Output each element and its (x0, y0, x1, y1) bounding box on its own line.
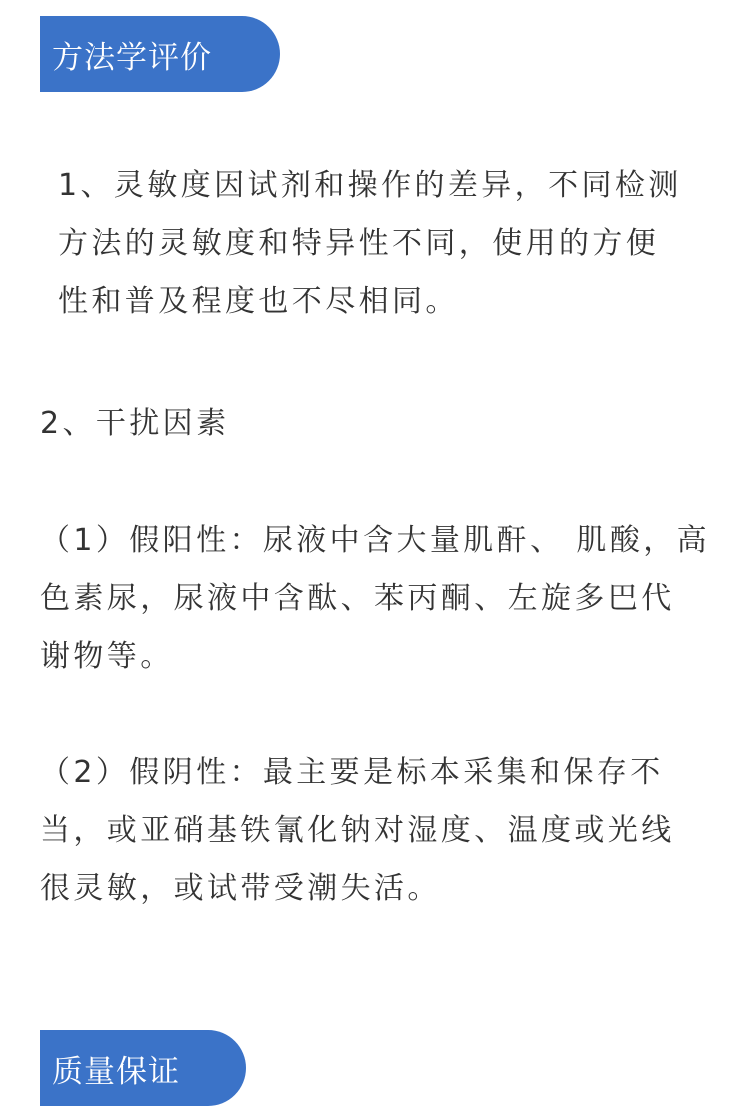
paragraph-false-negative: （2）假阴性：最主要是标本采集和保存不 当，或亚硝基铁氰化钠对湿度、温度或光线 很灵敏，或试带受潮失活。 (40, 755, 675, 906)
paragraph-false-positive: （1）假阳性：尿液中含大量肌酐、 肌酸，高 色素尿，尿液中含酞、苯丙酮、左旋多巴代 谢物等。 (40, 523, 711, 674)
section-header-label: 质量保证 (52, 1053, 180, 1090)
paragraph-interference-heading: 2、干扰因素 (40, 406, 230, 441)
section-header-method-evaluation (40, 16, 280, 92)
section-header-quality-assurance (40, 1030, 246, 1106)
section-header-label: 方法学评价 (52, 39, 212, 76)
paragraph-sensitivity: 1、灵敏度因试剂和操作的差异，不同检测 方法的灵敏度和特异性不同，使用的方便 性和普及程度也不尽相同。 (58, 168, 682, 319)
